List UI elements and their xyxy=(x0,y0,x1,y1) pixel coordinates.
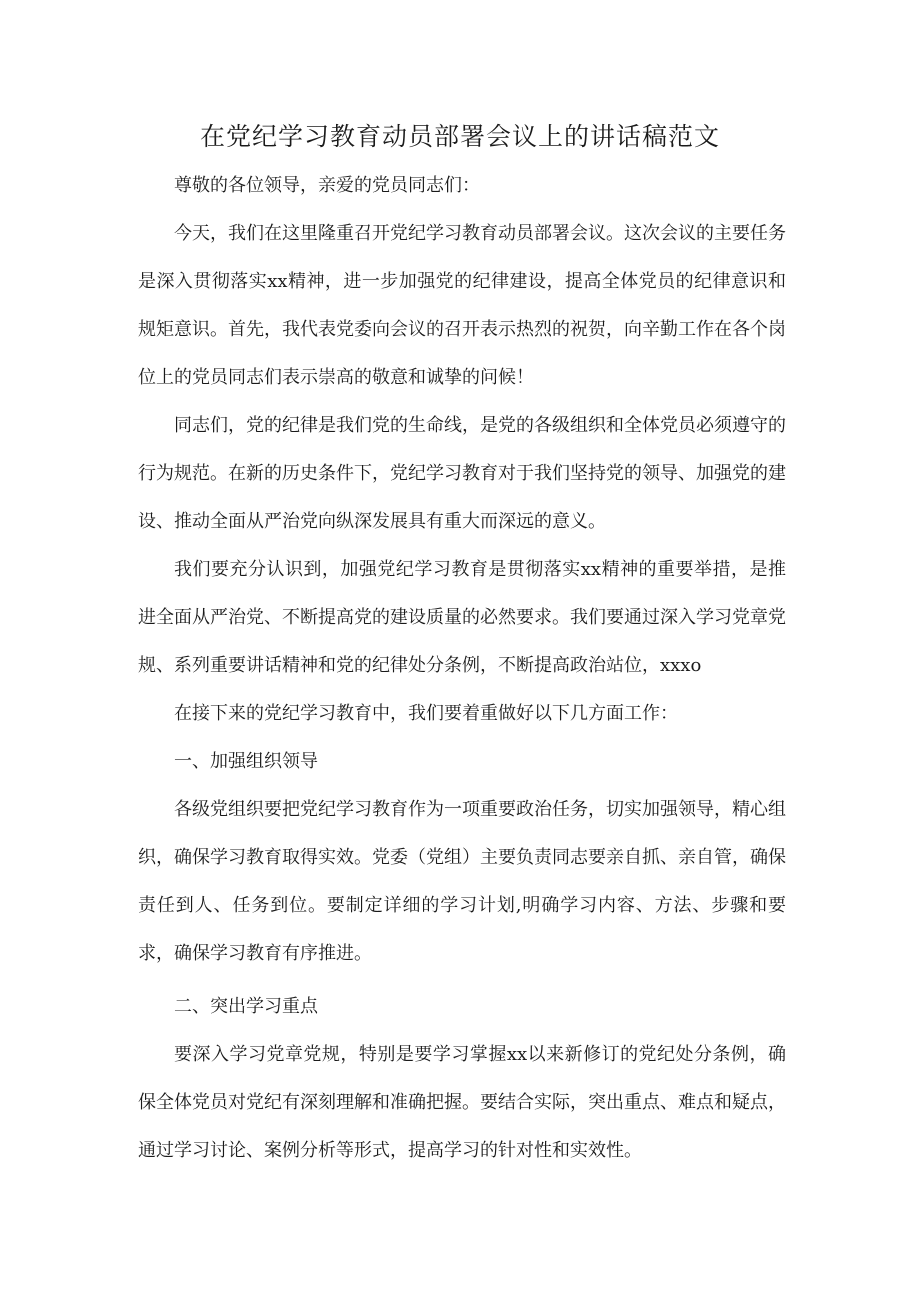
salutation: 尊敬的各位领导，亲爱的党员同志们： xyxy=(174,175,480,196)
section-heading-organization: 一、加强组织领导 xyxy=(174,751,318,772)
paragraph-opening: 今天，我们在这里隆重召开党纪学习教育动员部署会议。这次会议的主要任务是深入贯彻落实xx精神，进一步加强党的纪律建设，提高全体党员的纪律意识和规矩意识。首先，我代表党委向会议的召开表示热烈的祝贺，向辛勤工作在各个岗位上的党员同志们表示崇高的敬意和诚挚的问候！ xyxy=(138,223,786,388)
paragraph-work-intro: 在接下来的党纪学习教育中，我们要着重做好以下几方面工作： xyxy=(174,703,678,724)
section-body-organization: 各级党组织要把党纪学习教育作为一项重要政治任务，切实加强领导，精心组织，确保学习教育取得实效。党委（党组）主要负责同志要亲自抓、亲自管，确保责任到人、任务到位。要制定详细的学习计划,明确学习内容、方法、步骤和要求，确保学习教育有序推进。 xyxy=(138,799,786,964)
section-heading-study-focus: 二、突出学习重点 xyxy=(174,996,318,1017)
document-title: 在党纪学习教育动员部署会议上的讲话稿范文 xyxy=(199,122,720,151)
section-body-study-focus: 要深入学习党章党规，特别是要学习掌握xx以来新修订的党纪处分条例，确保全体党员对党纪有深刻理解和准确把握。要结合实际，突出重点、难点和疑点，通过学习讨论、案例分析等形式，提高学习的针对性和实效性。 xyxy=(138,1044,786,1161)
paragraph-full-understanding: 我们要充分认识到，加强党纪学习教育是贯彻落实xx精神的重要举措，是推进全面从严治党、不断提高党的建设质量的必然要求。我们要通过深入学习党章党规、系列重要讲话精神和党的纪律处分条例，不断提高政治站位，xxxo xyxy=(138,559,786,676)
paragraph-discipline-lifeline: 同志们，党的纪律是我们党的生命线，是党的各级组织和全体党员必须遵守的行为规范。在新的历史条件下，党纪学习教育对于我们坚持党的领导、加强党的建设、推动全面从严治党向纵深发展具有重大而深远的意义。 xyxy=(138,415,786,532)
